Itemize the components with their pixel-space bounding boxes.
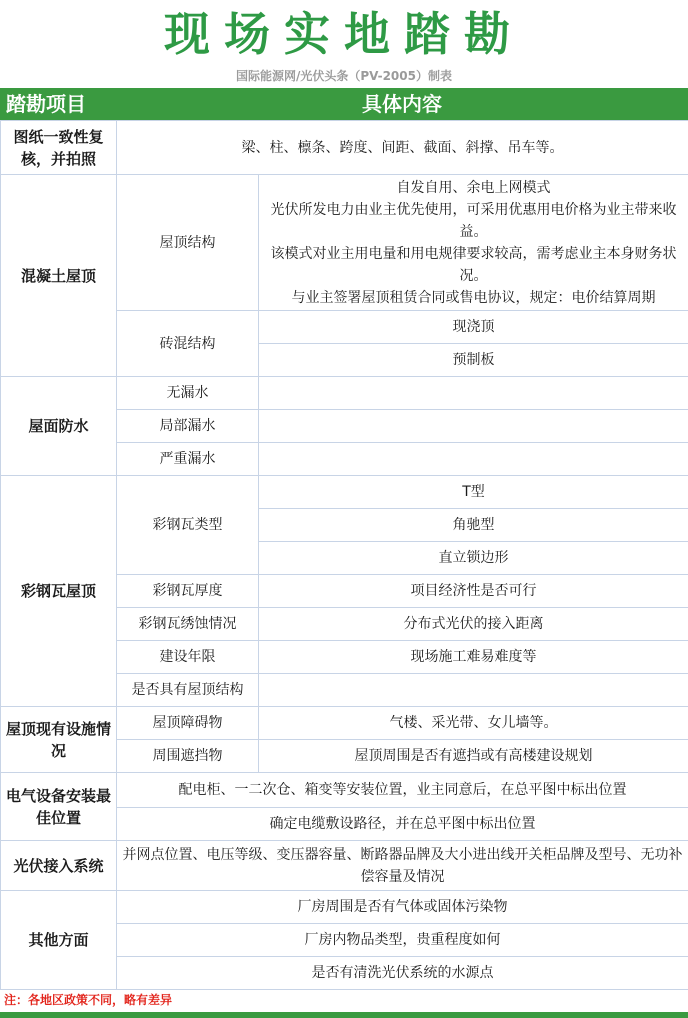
- category-waterproof: 屋面防水: [1, 377, 117, 476]
- steel-type-item: 角驰型: [259, 509, 688, 542]
- roof-line: 该模式对业主用电量和用电规律要求较高，需考虑业主本身财务状况。: [270, 245, 677, 284]
- steel-type-item: T型: [259, 476, 688, 509]
- category-concrete-roof: 混凝土屋顶: [1, 175, 117, 377]
- steel-rust-label: 彩钢瓦绣蚀情况: [117, 608, 259, 641]
- steel-thickness-value: 项目经济性是否可行: [259, 575, 688, 608]
- page-subtitle: 国际能源网/光伏头条（PV-2005）制表: [236, 69, 452, 83]
- shading-value: 屋顶周围是否有遮挡或有高楼建设规划: [259, 740, 688, 773]
- other-item: 厂房内物品类型，贵重程度如何: [117, 924, 688, 957]
- waterproof-item: 无漏水: [117, 377, 259, 410]
- category-electrical: 电气设备安装最佳位置: [1, 773, 117, 841]
- footnote: 注：各地区政策不同，略有差异: [4, 993, 173, 1007]
- table-row: [1, 175, 688, 311]
- category-other: 其他方面: [1, 891, 117, 990]
- table-row: [1, 707, 688, 740]
- header-item-cell: [0, 88, 116, 120]
- table-row: [1, 377, 688, 410]
- brick-item: 预制板: [259, 344, 688, 377]
- waterproof-item: 局部漏水: [117, 410, 259, 443]
- steel-rust-value: 分布式光伏的接入距离: [259, 608, 688, 641]
- category-facilities: 屋顶现有设施情况: [1, 707, 117, 773]
- page-title: 现场实地踏勘: [164, 7, 524, 61]
- brick-item: 现浇顶: [259, 311, 688, 344]
- header-content-cell: [116, 88, 688, 120]
- roof-line: 光伏所发电力由业主优先使用，可采用优惠用电价格为业主带来收益。: [270, 201, 677, 240]
- survey-table: [0, 120, 688, 990]
- electrical-item: 配电柜、一二次仓、箱变等安装位置，业主同意后，在总平图中标出位置: [117, 773, 688, 808]
- category-steel-roof: 彩钢瓦屋顶: [1, 476, 117, 707]
- steel-existing-label: 是否具有屋顶结构: [117, 674, 259, 707]
- drawings-content: 梁、柱、檩条、跨度、间距、截面、斜撑、吊车等。: [117, 121, 688, 175]
- table-row: [1, 773, 688, 808]
- obstacle-label: 屋顶障碍物: [117, 707, 259, 740]
- empty-cell: [259, 377, 688, 410]
- electrical-item: 确定电缆敷设路径，并在总平图中标出位置: [117, 808, 688, 841]
- roof-line: 与业主签署屋顶租赁合同或售电协议，规定：电价结算周期: [291, 289, 656, 306]
- empty-cell: [259, 410, 688, 443]
- table-row: [1, 121, 688, 175]
- brick-structure-label: 砖混结构: [117, 311, 259, 377]
- category-drawings: 图纸一致性复核，并拍照: [1, 121, 117, 175]
- bottom-bar: [0, 1012, 688, 1018]
- category-grid-access: 光伏接入系统: [1, 841, 117, 891]
- header-content-label: 具体内容: [362, 92, 442, 116]
- steel-type-item: 直立锁边形: [259, 542, 688, 575]
- steel-age-value: 现场施工难易难度等: [259, 641, 688, 674]
- grid-access-content: 并网点位置、电压等级、变压器容量、断路器品牌及大小进出线开关柜品牌及型号、无功补偿容量及情况: [117, 841, 688, 891]
- other-item: 厂房周围是否有气体或固体污染物: [117, 891, 688, 924]
- header-item-label: 踏勘项目: [6, 92, 86, 116]
- obstacle-value: 气楼、采光带、女儿墙等。: [259, 707, 688, 740]
- steel-thickness-label: 彩钢瓦厚度: [117, 575, 259, 608]
- shading-label: 周围遮挡物: [117, 740, 259, 773]
- table-row: [1, 476, 688, 509]
- steel-type-label: 彩钢瓦类型: [117, 476, 259, 575]
- empty-cell: [259, 443, 688, 476]
- table-row: [1, 891, 688, 924]
- roof-line: 自发自用、余电上网模式: [396, 179, 551, 196]
- waterproof-item: 严重漏水: [117, 443, 259, 476]
- empty-cell: [259, 674, 688, 707]
- roof-structure-label: 屋顶结构: [117, 175, 259, 311]
- other-item: 是否有清洗光伏系统的水源点: [117, 957, 688, 990]
- steel-age-label: 建设年限: [117, 641, 259, 674]
- roof-structure-content: [259, 175, 688, 311]
- table-row: [1, 841, 688, 891]
